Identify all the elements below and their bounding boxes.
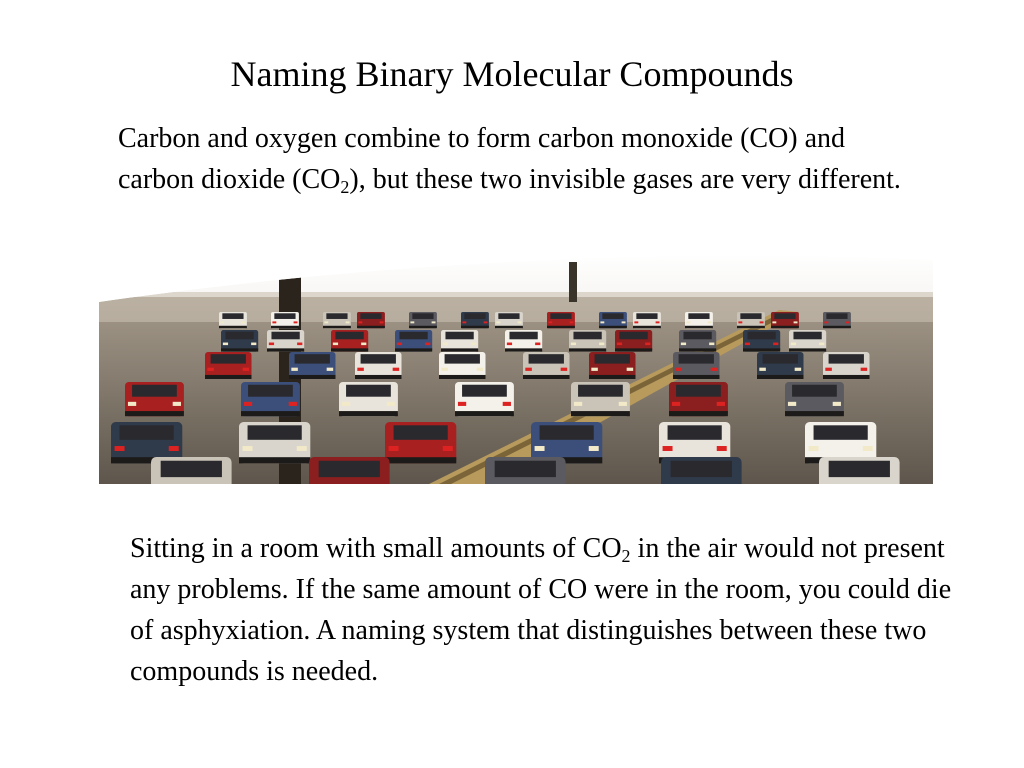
car-shape bbox=[385, 422, 456, 463]
car-shape bbox=[323, 312, 351, 328]
car-shape bbox=[409, 312, 437, 328]
car-shape bbox=[495, 312, 523, 328]
car-shape bbox=[571, 382, 630, 416]
car-shape bbox=[523, 352, 570, 379]
car-shape bbox=[355, 352, 402, 379]
car-shape bbox=[823, 352, 870, 379]
car-shape bbox=[737, 312, 765, 328]
car-shape bbox=[823, 312, 851, 328]
car-shape bbox=[785, 382, 844, 416]
car-shape bbox=[743, 330, 780, 352]
car-shape bbox=[569, 330, 606, 352]
car-shape bbox=[673, 352, 720, 379]
car-shape bbox=[309, 457, 390, 484]
car-shape bbox=[241, 382, 300, 416]
car-shape bbox=[267, 330, 304, 352]
car-shape bbox=[771, 312, 799, 328]
car-shape bbox=[395, 330, 432, 352]
intro-paragraph bbox=[118, 118, 918, 200]
body-text-part1: Sitting in a room with small amounts of CO bbox=[130, 533, 622, 564]
car-shape bbox=[661, 457, 742, 484]
car-shape bbox=[455, 382, 514, 416]
intro-text-part1: Carbon and oxygen combine to form carbon monoxide (CO) and carbon dioxide (CO bbox=[118, 123, 846, 195]
traffic-photo bbox=[99, 252, 933, 484]
car-shape bbox=[615, 330, 652, 352]
car-shape bbox=[589, 352, 636, 379]
intro-subscript: 2 bbox=[340, 177, 350, 197]
car-shape bbox=[221, 330, 258, 352]
car-shape bbox=[331, 330, 368, 352]
car-shape bbox=[461, 312, 489, 328]
car-shape bbox=[219, 312, 247, 328]
car-shape bbox=[633, 312, 661, 328]
car-shape bbox=[239, 422, 310, 463]
car-shape bbox=[125, 382, 184, 416]
car-shape bbox=[789, 330, 826, 352]
body-subscript: 2 bbox=[621, 546, 631, 566]
car-shape bbox=[289, 352, 336, 379]
body-text-part2: in the air would not present any problems. If the same amount of CO were in the room, you could die of asphyxiation. A naming system that distinguishes between these two compounds is needed. bbox=[130, 533, 952, 687]
body-paragraph bbox=[130, 528, 960, 692]
car-shape bbox=[357, 312, 385, 328]
car-shape bbox=[439, 352, 486, 379]
car-shape bbox=[151, 457, 232, 484]
car-shape bbox=[599, 312, 627, 328]
car-shape bbox=[669, 382, 728, 416]
car-shape bbox=[205, 352, 252, 379]
intro-text-part2: ), but these two invisible gases are very different. bbox=[349, 164, 901, 195]
slide-title: Naming Binary Molecular Compounds bbox=[230, 54, 794, 94]
car-shape bbox=[757, 352, 804, 379]
car-shape bbox=[819, 457, 900, 484]
car-shape bbox=[441, 330, 478, 352]
car-shape bbox=[547, 312, 575, 328]
traffic-photo-icon bbox=[99, 252, 933, 484]
car-shape bbox=[505, 330, 542, 352]
car-shape bbox=[685, 312, 713, 328]
car-shape bbox=[339, 382, 398, 416]
car-shape bbox=[485, 457, 566, 484]
car-shape bbox=[271, 312, 299, 328]
car-shape bbox=[679, 330, 716, 352]
